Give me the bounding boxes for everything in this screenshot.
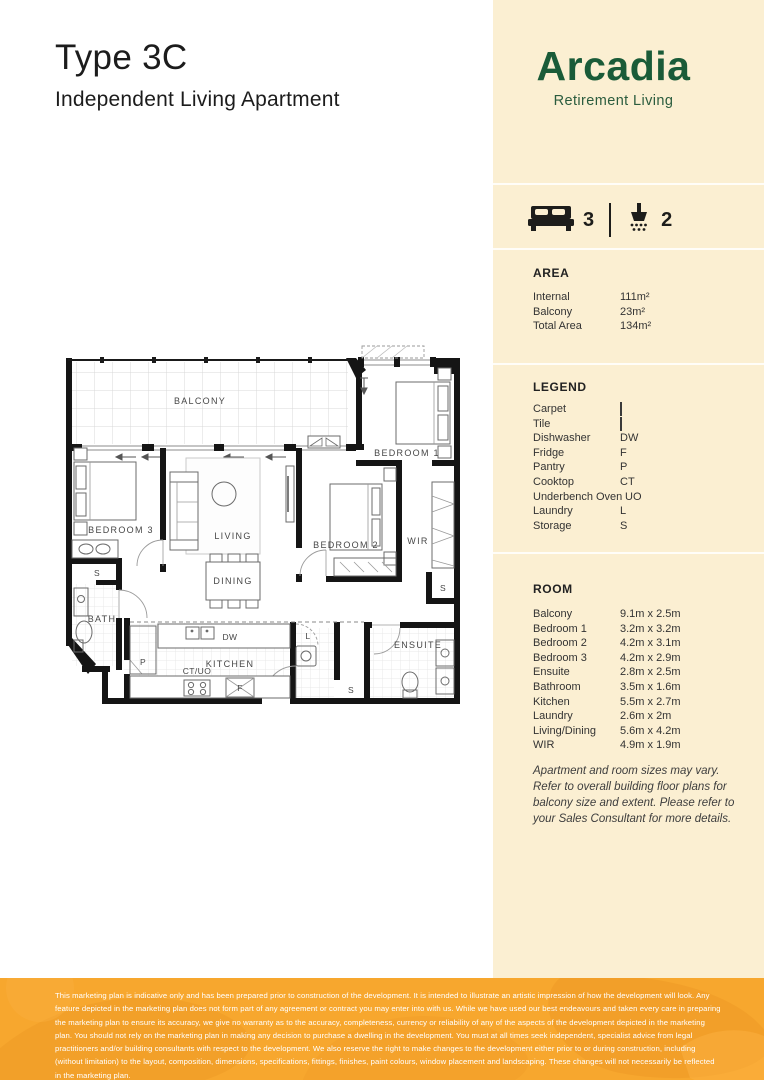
legend-label: Underbench Oven bbox=[533, 490, 623, 503]
bedroom3-robe bbox=[72, 540, 118, 558]
room-name: WIR bbox=[533, 739, 555, 752]
legend-code: L bbox=[620, 505, 627, 518]
legend-row bbox=[533, 490, 748, 505]
hall-door-unit bbox=[308, 436, 340, 448]
room-size: 9.1m x 2.5m bbox=[620, 608, 681, 620]
area-section bbox=[533, 266, 748, 334]
legend-row bbox=[533, 504, 748, 519]
area-heading: AREA bbox=[533, 266, 570, 280]
room-row bbox=[533, 738, 748, 753]
legend-row bbox=[533, 431, 748, 446]
sidebar-divider-1 bbox=[493, 183, 764, 185]
room-name: Bathroom bbox=[533, 680, 581, 693]
room-name: Balcony bbox=[533, 608, 573, 620]
room-row bbox=[533, 709, 748, 724]
footer bbox=[0, 978, 764, 1080]
plan-code-dishwasher: DW bbox=[222, 632, 238, 642]
page-title: Type 3C bbox=[55, 38, 188, 77]
floor-plan bbox=[58, 336, 468, 713]
room-size: 4.2m x 2.9m bbox=[620, 651, 681, 664]
room-label-bedroom1: BEDROOM 1 bbox=[374, 448, 440, 458]
room-section bbox=[533, 582, 748, 753]
carpet-symbol bbox=[620, 402, 748, 417]
bed-icon bbox=[528, 204, 574, 237]
area-label: Total Area bbox=[533, 320, 582, 333]
legend-label: Carpet bbox=[533, 403, 567, 415]
room-label-ensuite: ENSUITE bbox=[393, 640, 443, 650]
bedroom1-window-wall bbox=[358, 346, 436, 367]
legend-label: Storage bbox=[533, 519, 572, 532]
area-row bbox=[533, 305, 748, 320]
floor-plan-drawing bbox=[58, 336, 468, 708]
plan-code-pantry: P bbox=[139, 657, 147, 667]
footer-disclaimer: This marketing plan is indicative only and has been prepared prior to construction of the development. It is intended to illustrate an artistic impression of how the development will look. Any feature depicted in the marketing plan does not form part of any agreement or contract you may enter into with us. While we have used our best endeavours and taken every care in preparing the marketing plan to ensure its accuracy, we give no warranty as to the accuracy, completeness, currency or reliability of any of the aspects of the development depicted in the marketing plan. You should not rely on the marketing plan in making any decision to purchase a dwelling in the development. You must at all times seek independent, specialist advice from legal practitioners and/or building consultants with respect to the development. We also reserve the right to make changes to the development either prior to or during construction, including (without limitation) to the layout, composition, dimensions, specifications, fittings, finishes, paint colours, window placement and landscaping. These changes will not necessarily be reflected in the marketing plan. bbox=[55, 991, 721, 1080]
plan-code-storage-3: S bbox=[347, 685, 355, 695]
room-name: Kitchen bbox=[533, 695, 570, 708]
bed-bedroom2 bbox=[330, 468, 396, 565]
bed-bath-stats bbox=[528, 192, 672, 248]
area-row bbox=[533, 290, 748, 305]
room-name: Bedroom 1 bbox=[533, 622, 587, 635]
room-row bbox=[533, 665, 748, 680]
area-value: 111m² bbox=[620, 291, 650, 303]
laundry-floor bbox=[296, 628, 334, 698]
stats-divider bbox=[609, 203, 611, 237]
room-row bbox=[533, 695, 748, 710]
legend-row bbox=[533, 519, 748, 534]
room-label-bedroom2: BEDROOM 2 bbox=[313, 540, 379, 550]
legend-label: Tile bbox=[533, 417, 551, 430]
room-row bbox=[533, 607, 748, 622]
wir-rails bbox=[432, 482, 454, 568]
room-label-kitchen: KITCHEN bbox=[205, 659, 255, 669]
legend-row bbox=[533, 402, 748, 417]
room-label-dining: DINING bbox=[213, 576, 253, 586]
legend-code: DW bbox=[620, 432, 639, 445]
area-row bbox=[533, 319, 748, 334]
plan-code-fridge: F bbox=[237, 683, 243, 693]
plan-code-storage-2: S bbox=[439, 583, 447, 593]
sofa bbox=[170, 472, 198, 550]
legend-label: Pantry bbox=[533, 461, 565, 474]
legend-row bbox=[533, 475, 748, 490]
legend-code: P bbox=[620, 461, 628, 474]
shower-icon bbox=[626, 203, 652, 238]
area-label: Internal bbox=[533, 291, 570, 303]
legend-label: Dishwasher bbox=[533, 432, 591, 445]
legend-row bbox=[533, 446, 748, 461]
sidebar bbox=[493, 0, 764, 978]
room-label-balcony: BALCONY bbox=[173, 396, 227, 406]
room-label-wir: WIR bbox=[407, 536, 429, 546]
legend-code: CT bbox=[620, 475, 635, 488]
room-name: Bedroom 2 bbox=[533, 637, 587, 650]
room-label-bath: BATH bbox=[87, 614, 117, 624]
room-size: 5.5m x 2.7m bbox=[620, 695, 681, 708]
area-value: 134m² bbox=[620, 320, 652, 333]
sidebar-divider-4 bbox=[493, 552, 764, 554]
bed-bedroom1 bbox=[396, 368, 451, 458]
room-size: 3.2m x 3.2m bbox=[620, 622, 681, 635]
brand-tagline: Retirement Living bbox=[553, 93, 674, 109]
bedroom-count: 3 bbox=[583, 208, 595, 231]
room-size: 2.8m x 2.5m bbox=[620, 666, 681, 679]
legend-row bbox=[533, 417, 748, 432]
bathroom-count: 2 bbox=[661, 208, 673, 231]
legend-code: F bbox=[620, 446, 627, 459]
room-row bbox=[533, 636, 748, 651]
room-name: Ensuite bbox=[533, 666, 570, 679]
legend-code: S bbox=[620, 519, 628, 532]
room-label-living: LIVING bbox=[214, 531, 252, 541]
room-name: Laundry bbox=[533, 710, 573, 723]
tile-symbol bbox=[620, 417, 748, 432]
ensuite-floor bbox=[370, 628, 454, 698]
room-size: 5.6m x 4.2m bbox=[620, 724, 681, 737]
area-value: 23m² bbox=[620, 305, 646, 318]
room-row bbox=[533, 680, 748, 695]
room-row bbox=[533, 651, 748, 666]
sidebar-divider-2 bbox=[493, 248, 764, 250]
legend-code: UO bbox=[625, 490, 642, 503]
plan-code-storage-1: S bbox=[93, 568, 101, 578]
room-name: Bedroom 3 bbox=[533, 651, 587, 664]
sidebar-divider-3 bbox=[493, 363, 764, 365]
room-size: 4.9m x 1.9m bbox=[620, 739, 681, 752]
brand-logo bbox=[493, 43, 748, 109]
room-name: Living/Dining bbox=[533, 724, 596, 737]
plan-code-laundry: L bbox=[305, 631, 311, 641]
page-title-block bbox=[55, 38, 340, 112]
sizes-disclaimer-note: Apartment and room sizes may vary. Refer to overall building floor plans for balcony size and extent. Please refer to your Sales Consultant for more details. bbox=[533, 765, 735, 825]
page-subtitle: Independent Living Apartment bbox=[55, 88, 340, 111]
tv-unit bbox=[286, 466, 294, 522]
room-row bbox=[533, 724, 748, 739]
legend-label: Cooktop bbox=[533, 475, 574, 488]
legend-heading: LEGEND bbox=[533, 380, 587, 394]
room-heading: ROOM bbox=[533, 582, 573, 596]
brand-name: Arcadia bbox=[536, 43, 691, 89]
room-size: 2.6m x 2m bbox=[620, 710, 672, 723]
room-size: 3.5m x 1.6m bbox=[620, 680, 681, 693]
room-label-bedroom3: BEDROOM 3 bbox=[88, 525, 154, 535]
legend-label: Fridge bbox=[533, 446, 565, 459]
legend-label: Laundry bbox=[533, 505, 573, 518]
plan-code-cooktop-oven: CT/UO bbox=[182, 666, 212, 676]
legend-row bbox=[533, 460, 748, 475]
legend-section bbox=[533, 380, 748, 533]
room-row bbox=[533, 622, 748, 637]
room-size: 4.2m x 3.1m bbox=[620, 637, 681, 650]
area-label: Balcony bbox=[533, 305, 573, 318]
bed-bedroom3 bbox=[74, 448, 136, 535]
